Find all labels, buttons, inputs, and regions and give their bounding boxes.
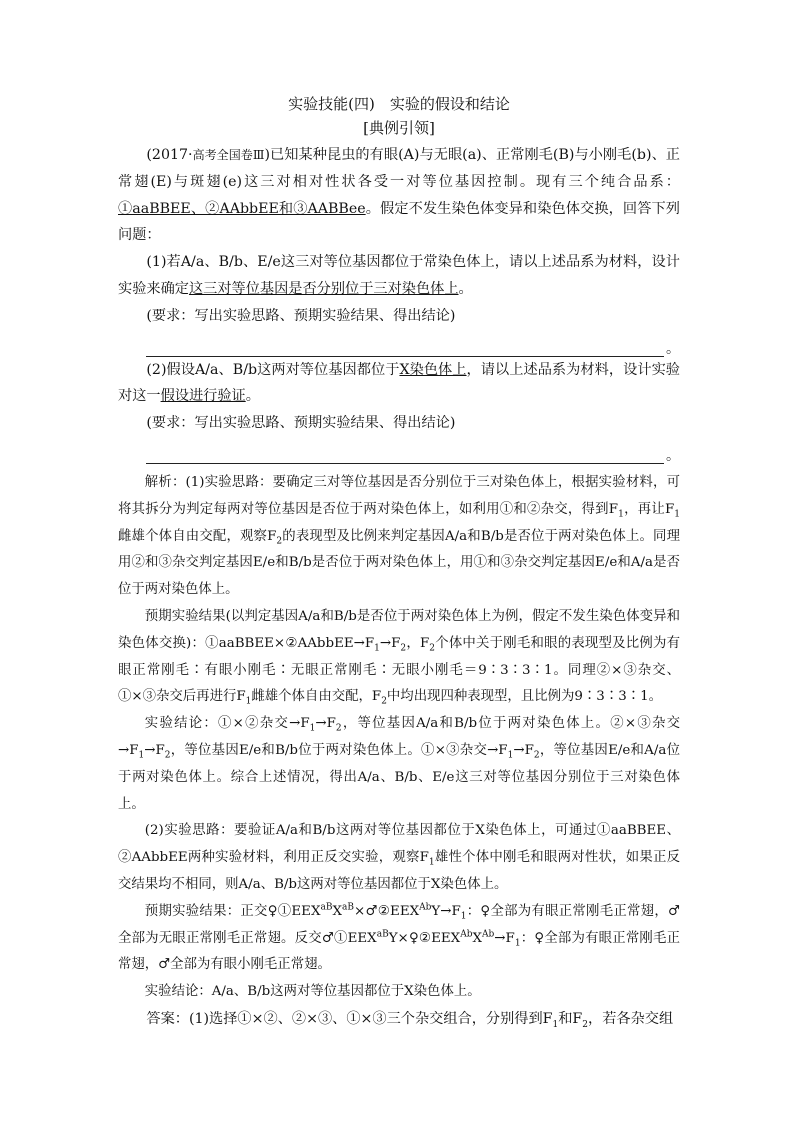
analysis-paragraph-5: 预期实验结果：正交$♀①EEX^{aB}X^{aB}\times♂②EEX^{Ab}Y\to F_1$：♀全部为有眼正常刚毛正常翅，♂全部为无眼正常刚毛正常翅。反交$♂①EEX^{aB}Y\times♀②EEX^{Ab}X^{Ab}\to F_1$：♀全部为有眼正常刚毛正常翅，♂全部为有眼小刚毛正常翅。 — [118, 902, 680, 973]
requirement-2: (要求：写出实验思路、预期实验结果、得出结论) — [146, 415, 456, 432]
answer-paragraph: 答案：(1)选择①×②、②×③、①×③三个杂交组合，分别得到$F_1$和$F_2$，若各杂交组 — [146, 1010, 674, 1030]
answer-blank-1[interactable]: 。 — [146, 330, 680, 357]
document-page — [118, 92, 680, 1033]
analysis-paragraph-2: 预期实验结果(以判定基因A/a和B/b是否位于两对染色体上为例，假定不发生染色体变异和染色体交换)：$①aaBBEE\times ②AAbbEE\to F_1\to F_2$，$F_2$个体中关于刚毛和眼的表现型及比例为有眼正常刚毛∶有眼小刚毛∶无眼正常刚毛∶无眼小刚毛＝9∶3∶3∶1。同理②×③杂交、①×③杂交后再进行$F_1$雌雄个体自由交配，$F_2$中均出现四种表现型，且比例为9∶3∶3∶1。 — [118, 608, 680, 708]
question-stem: (2017·高考全国卷Ⅲ)已知某种昆虫的有眼(A)与无眼(a)、正常刚毛(B)与小刚毛(b)、正常翅(E)与斑翅(e)这三对相对性状各受一对等位基因控制。现有三个纯合品系：①aaBBEE、②AAbbEE和③AABBee。假定不发生染色体变异和染色体交换，回答下列问题： — [118, 147, 680, 244]
analysis-paragraph-3: 实验结论：①×②杂交$\to F_1\to F_2$，等位基因A/a和B/b位于两对染色体上。②×③杂交$\to F_1\to F_2$，等位基因E/e和B/b位于两对染色体上。①×③杂交$\to F_1\to F_2$，等位基因E/e和A/a位于两对染色体上。综合上述情况，得出A/a、B/b、E/e这三对等位基因分别位于三对染色体上。 — [118, 716, 680, 812]
analysis-paragraph-4: (2)实验思路：要验证A/a和B/b这两对等位基因都位于X染色体上，可通过①aaBBEE、②AAbbEE两种实验材料，利用正反交实验，观察$F_1$雄性个体中刚毛和眼两对性状，如果正反交结果均不相同，则A/a、B/b这两对等位基因都位于X染色体上。 — [118, 823, 681, 892]
question-part-1: (1)若A/a、B/b、E/e这三对等位基因都位于常染色体上，请以上述品系为材料，设计实验来确定这三对等位基因是否分别位于三对染色体上。 — [118, 254, 680, 297]
analysis-paragraph-1: 解析：(1)实验思路：要确定三对等位基因是否分别位于三对染色体上，根据实验材料，可将其拆分为判定每两对等位基因是否位于两对染色体上，如利用①和②杂交，得到$F_1$，再让$F_1$雌雄个体自由交配，观察$F_2$的表现型及比例来判定基因A/a和B/b是否位于两对染色体上。同理用②和③杂交判定基因E/e和B/b是否位于两对染色体上，用①和③杂交判定基因E/e和A/a是否位于两对染色体上。 — [118, 474, 680, 598]
question-source: 高考全国卷Ⅲ — [192, 148, 265, 162]
analysis-paragraph-6: 实验结论：A/a、B/b这两对等位基因都位于X染色体上。 — [144, 984, 481, 1000]
answer-blank-2[interactable]: 。 — [146, 437, 680, 464]
strains-underlined: ①aaBBEE、②AAbbEE和③AABBee — [118, 200, 366, 217]
question-part-2: (2)假设A/a、B/b这两对等位基因都位于X染色体上，请以上述品系为材料，设计实验对这一假设进行验证。 — [118, 361, 680, 405]
requirement-1: (要求：写出实验思路、预期实验结果、得出结论) — [146, 307, 456, 324]
section-subtitle: [典例引领] — [363, 119, 435, 137]
page-title: 实验技能(四) 实验的假设和结论 — [288, 95, 510, 113]
